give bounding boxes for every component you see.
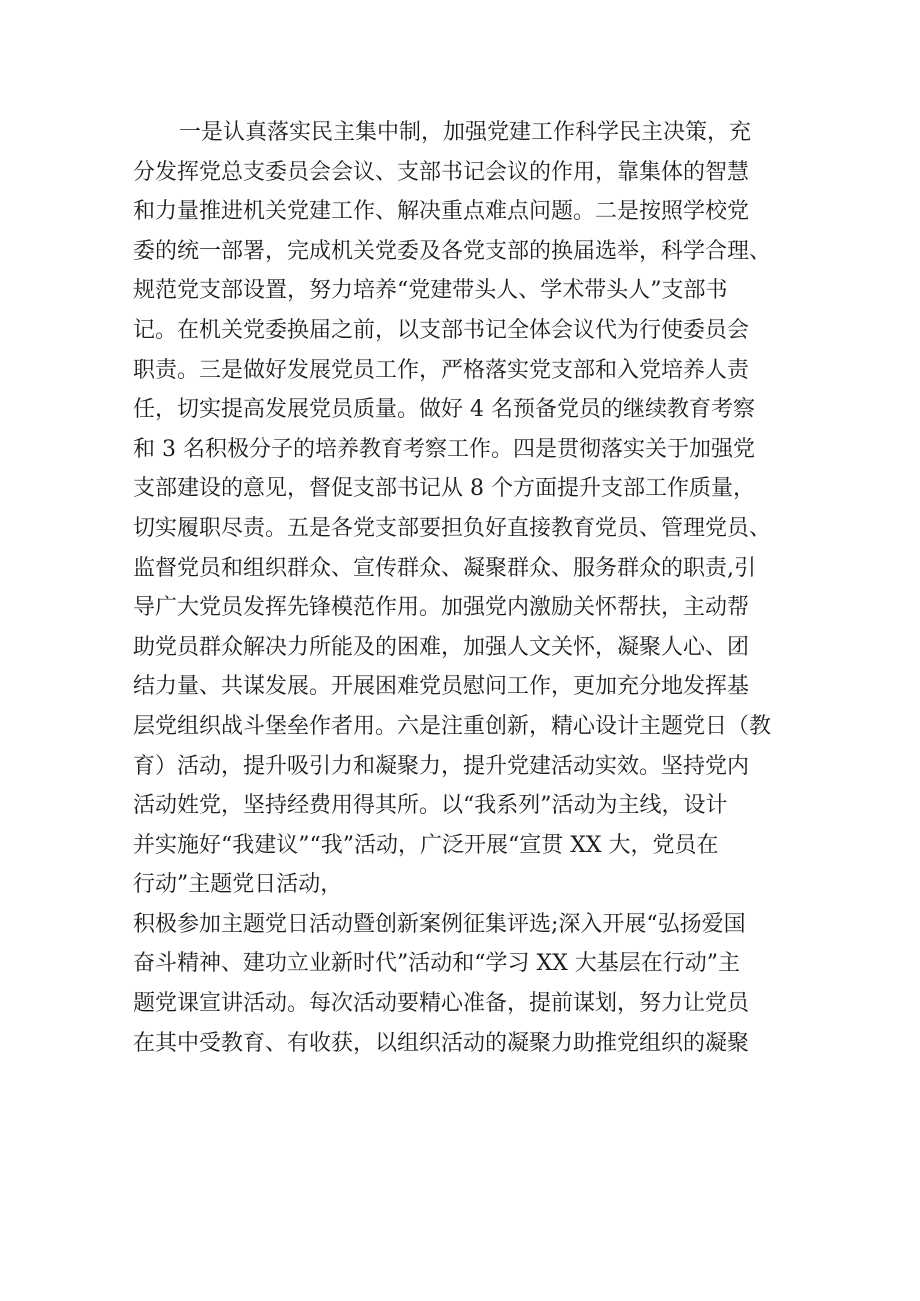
text-line: 并实施好“我建议”“我”活动，广泛开展“宣贯 XX 大，党员在 <box>133 832 719 858</box>
text-line: 育）活动，提升吸引力和凝聚力，提升党建活动实效。坚持党内 <box>133 753 750 779</box>
text-line: 层党组织战斗堡垒作者用。六是注重创新，精心设计主题党日（教 <box>133 713 772 739</box>
text-line: 支部建设的意见，督促支部书记从 8 个方面提升支部工作质量， <box>133 476 755 502</box>
text-line: 职责。三是做好发展党员工作，严格落实党支部和入党培养人责 <box>133 357 750 383</box>
text-line: 积极参加主题党日活动暨创新案例征集评选;深入开展“弘扬爱国 <box>133 911 746 937</box>
text-line: 切实履职尽责。五是各党支部要担负好直接教育党员、管理党员、 <box>133 515 772 541</box>
text-line: 行动”主题党日活动， <box>133 872 343 898</box>
text-line: 在其中受教育、有收获，以组织活动的凝聚力助推党组织的凝聚 <box>133 1030 750 1056</box>
text-line: 和 3 名积极分子的培养教育考察工作。四是贯彻落实关于加强党 <box>133 436 755 462</box>
text-line: 记。在机关党委换届之前，以支部书记全体会议代为行使委员会 <box>133 317 750 343</box>
text-line: 奋斗精神、建功立业新时代”活动和“学习 XX 大基层在行动”主 <box>133 951 741 977</box>
text-line: 活动姓党，坚持经费用得其所。以“我系列”活动为主线，设计 <box>133 793 728 819</box>
text-line: 监督党员和组织群众、宣传群众、凝聚群众、服务群众的职责,引 <box>133 555 756 581</box>
body-text <box>133 113 793 1063</box>
text-line: 导广大党员发挥先锋模范作用。加强党内激励关怀帮扶，主动帮 <box>133 595 750 621</box>
text-line: 一是认真落实民主集中制，加强党建工作科学民主决策，充 <box>179 120 752 145</box>
text-line: 规范党支部设置，努力培养“党建带头人、学术带头人”支部书 <box>133 278 728 304</box>
text-line: 结力量、共谋发展。开展困难党员慰问工作，更加充分地发挥基 <box>133 674 750 700</box>
text-line: 任，切实提高发展党员质量。做好 4 名预备党员的继续教育考察 <box>133 397 755 423</box>
text-line: 助党员群众解决力所能及的困难，加强人文关怀，凝聚人心、团 <box>133 634 750 660</box>
text-line: 题党课宣讲活动。每次活动要精心准备，提前谋划，努力让党员 <box>133 991 750 1017</box>
text-line: 和力量推进机关党建工作、解决重点难点问题。二是按照学校党 <box>133 199 750 225</box>
text-line: 分发挥党总支委员会会议、支部书记会议的作用，靠集体的智慧 <box>133 159 750 185</box>
text-line: 委的统一部署，完成机关党委及各党支部的换届选举，科学合理、 <box>133 238 772 264</box>
